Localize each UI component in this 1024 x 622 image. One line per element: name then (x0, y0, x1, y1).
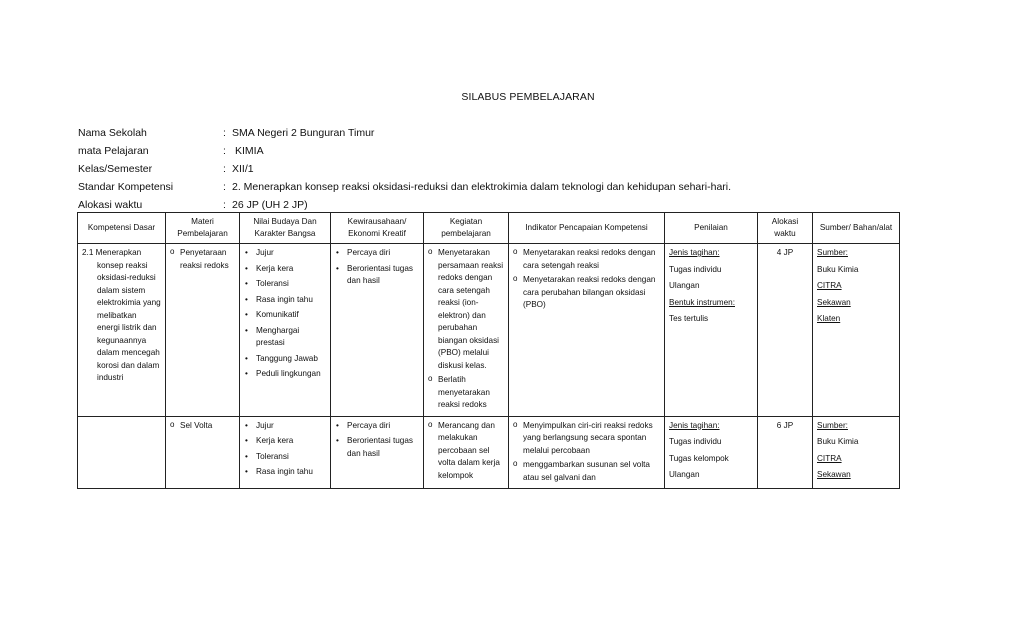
syllabus-table (77, 212, 900, 489)
cell-penilaian (665, 244, 758, 417)
info-row-standar (78, 180, 731, 198)
header-nilai-budaya: Nilai Budaya Dan Karakter Bangsa (240, 213, 331, 244)
cell-materi (166, 416, 240, 489)
header-kegiatan: Kegiatan pembelajaran (424, 213, 509, 244)
indikator-item: o menggambarkan susunan sel volta atau sel galvani dan (513, 459, 660, 484)
nilai-item: • Menghargai prestasi (244, 325, 326, 350)
nilai-item: • Toleransi (244, 278, 326, 291)
sumber-item: CITRA (817, 281, 842, 290)
sumber-item: Buku Kimia (817, 437, 859, 446)
cell-sumber (813, 244, 900, 417)
cell-kompetensi-dasar (78, 244, 166, 417)
kegiatan-item: o Merancang dan melakukan percobaan sel volta dalam kerja kelompok (428, 420, 504, 483)
jenis-tagihan-item: Tugas individu (669, 437, 722, 446)
bentuk-instrumen-item: Tes tertulis (669, 314, 709, 323)
materi-item: o Penyetaraan reaksi redoks (170, 247, 235, 272)
indikator-item: o Menyimpulkan ciri-ciri reaksi redoks yang berlangsung secara spontan melalui percobaan (513, 420, 660, 458)
cell-kewirausahaan (331, 244, 424, 417)
sumber-label: Sumber: (817, 248, 848, 257)
nilai-item: • Komunikatif (244, 309, 326, 322)
info-label: Standar Kompetensi (78, 181, 174, 193)
jenis-tagihan-item: Ulangan (669, 281, 700, 290)
cell-penilaian (665, 416, 758, 489)
sumber-label: Sumber: (817, 420, 848, 430)
info-separator: : (223, 199, 226, 211)
nilai-item: • Rasa ingin tahu (244, 294, 326, 307)
table-row (78, 416, 900, 489)
sumber-item: Buku Kimia (817, 264, 859, 274)
info-row-mapel (78, 144, 731, 162)
cell-indikator (509, 244, 665, 417)
nilai-item: • Jujur (244, 247, 326, 260)
header-indikator: Indikator Pencapaian Kompetensi (509, 213, 665, 244)
info-row-sekolah (78, 126, 731, 144)
jenis-tagihan-item: Tugas individu (669, 264, 722, 274)
cell-alokasi: 6 JP (758, 416, 813, 489)
jenis-tagihan-item: Ulangan (669, 470, 700, 479)
indikator-item: o Menyetarakan reaksi redoks dengan cara perubahan bilangan oksidasi (PBO) (513, 274, 660, 312)
jenis-tagihan-label: Jenis tagihan: (669, 420, 720, 430)
kegiatan-item: o Berlatih menyetarakan reaksi redoks (428, 374, 504, 412)
info-value: KIMIA (235, 145, 264, 157)
header-penilaian: Penilaian (665, 213, 758, 244)
nilai-item: • Tanggung Jawab (244, 353, 326, 366)
cell-indikator (509, 416, 665, 489)
cell-nilai (240, 244, 331, 417)
nilai-item: • Jujur (244, 420, 326, 433)
info-value: 26 JP (UH 2 JP) (232, 199, 308, 211)
info-label: Nama Sekolah (78, 127, 147, 139)
bentuk-instrumen-label: Bentuk instrumen: (669, 297, 735, 307)
nilai-item: • Toleransi (244, 451, 326, 464)
kewira-item: • Berorientasi tugas dan hasil (335, 263, 419, 288)
header-alokasi: Alokasi waktu (758, 213, 813, 244)
cell-alokasi: 4 JP (758, 244, 813, 417)
nilai-item: • Peduli lingkungan (244, 368, 326, 381)
cell-kegiatan (424, 416, 509, 489)
nilai-item: • Rasa ingin tahu (244, 466, 326, 479)
info-separator: : (223, 145, 226, 157)
info-value: XII/1 (232, 163, 254, 175)
sumber-item: CITRA (817, 453, 842, 463)
info-separator: : (223, 181, 226, 193)
indikator-item: o Menyetarakan reaksi redoks dengan cara setengah reaksi (513, 247, 660, 272)
kewira-item: • Percaya diri (335, 247, 419, 260)
jenis-tagihan-label: Jenis tagihan: (669, 248, 720, 257)
header-sumber: Sumber/ Bahan/alat (813, 213, 900, 244)
cell-materi (166, 244, 240, 417)
info-label: Kelas/Semester (78, 163, 153, 175)
kewira-item: • Percaya diri (335, 420, 419, 433)
sumber-item: Sekawan (817, 470, 851, 479)
document-title: SILABUS PEMBELAJARAN (461, 91, 595, 103)
nilai-item: • Kerja kera (244, 263, 326, 276)
nilai-item: • Kerja kera (244, 435, 326, 448)
table-header-row (78, 213, 900, 244)
sumber-item: Sekawan (817, 297, 851, 307)
kegiatan-item: o Menyetarakan persamaan reaksi redoks dengan cara setengah reaksi (ion-elektron) dan perubahan biangan oksidasi (PBO) melalui diskusi kelas. (428, 247, 504, 372)
info-label: mata Pelajaran (78, 145, 149, 157)
header-kewirausahaan: Kewirausahaan/ Ekonomi Kreatif (331, 213, 424, 244)
info-label: Alokasi waktu (78, 199, 143, 211)
syllabus-info (78, 126, 731, 216)
sumber-item: Klaten (817, 314, 841, 323)
cell-kewirausahaan (331, 416, 424, 489)
header-materi: Materi Pembelajaran (166, 213, 240, 244)
cell-sumber (813, 416, 900, 489)
cell-nilai (240, 416, 331, 489)
cell-kompetensi-dasar (78, 416, 166, 489)
info-row-kelas (78, 162, 731, 180)
cell-kegiatan (424, 244, 509, 417)
info-value: SMA Negeri 2 Bunguran Timur (232, 127, 375, 139)
header-kompetensi-dasar: Kompetensi Dasar (78, 213, 166, 244)
table-row (78, 244, 900, 417)
jenis-tagihan-item: Tugas kelompok (669, 453, 729, 463)
info-value: 2. Menerapkan konsep reaksi oksidasi-reduksi dan elektrokimia dalam teknologi dan kehidupan sehari-hari. (232, 181, 732, 193)
kewira-item: • Berorientasi tugas dan hasil (335, 435, 419, 460)
materi-item: o Sel Volta (170, 420, 235, 433)
info-separator: : (223, 127, 226, 139)
info-separator: : (223, 163, 226, 175)
kd-text: 2.1 Menerapkan konsep reaksi oksidasi-reduksi dalam sistem elektrokimia yang melibatkan energi listrik dan kegunaannya dalam mencegah korosi dan dalam industri (82, 248, 161, 382)
